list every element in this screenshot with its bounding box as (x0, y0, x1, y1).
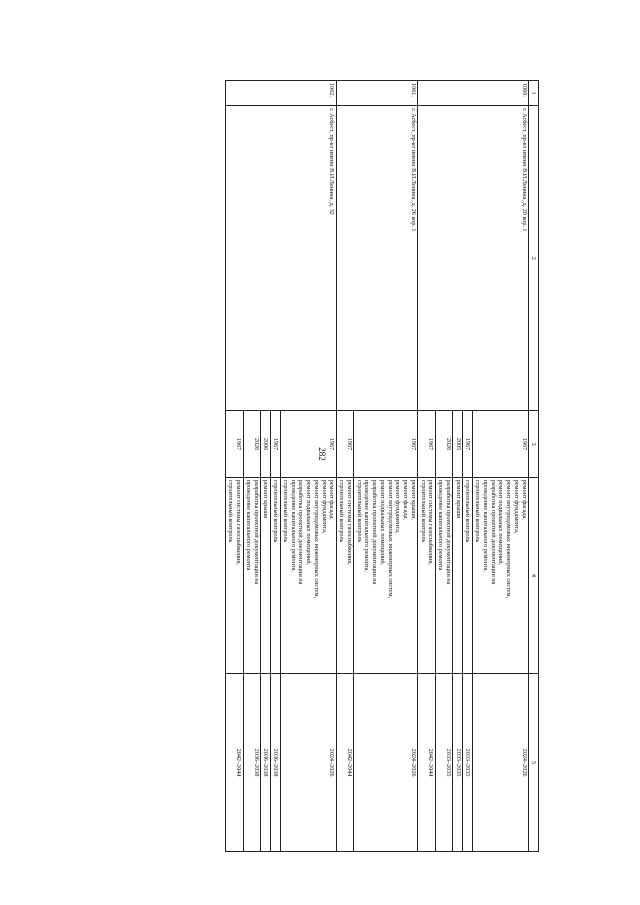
work-item: ремонт фундамента, (394, 479, 402, 534)
works-cell (280, 477, 336, 673)
period-cell: 2042–2044 (226, 674, 244, 852)
work-item: ремонт подвальных помещений, (379, 479, 386, 566)
year-cell: 2026 (436, 411, 454, 477)
work-item: ремонт внутридомовых инженерных систем, (505, 479, 513, 599)
table-row (280, 81, 336, 852)
period-cell: 2024–2026 (473, 674, 529, 852)
address-cell: г. Асбест, пр-кт имени В.И.Ленина, д. 32 (226, 106, 337, 411)
work-item: ремонт системы газоснабжения, (235, 479, 243, 565)
work-item: ремонт подвальных помещений, (305, 479, 313, 566)
work-item: строительный контроль (464, 479, 472, 543)
address-cell: г. Асбест, пр-кт имени В.И.Ленина, д. 26 кор. 1 (337, 106, 419, 411)
page-number: 282 (317, 447, 327, 461)
header-col-3: 3 (529, 411, 539, 477)
works-cell (463, 477, 473, 673)
work-item: строительный контроль (474, 479, 482, 543)
work-item: разработка проектной документации на (489, 479, 497, 585)
work-item: ремонт фундамента, (513, 479, 520, 534)
period-cell: 2024–2026 (280, 674, 336, 852)
work-item: ремонт крыши (454, 479, 462, 519)
header-col-2: 2 (529, 106, 539, 411)
works-cell (261, 477, 271, 673)
work-item: ремонт фасада, (520, 479, 528, 520)
year-cell: 1967 (271, 411, 281, 477)
year-cell: 2026 (243, 411, 261, 477)
period-cell: 2042–2044 (418, 674, 436, 852)
table-row (473, 81, 529, 852)
year-cell: 2005 (453, 411, 463, 477)
period-cell: 2042–2044 (337, 674, 355, 852)
work-item: ремонт крыши (262, 479, 270, 519)
works-cell (226, 477, 244, 673)
work-item: ремонт внутридомовых инженерных систем, (386, 479, 394, 599)
work-item: строительный контроль (338, 479, 346, 543)
row-number: 1062. (226, 81, 337, 106)
year-cell: 1967 (280, 411, 336, 477)
work-item: проведение капитального ремонта, (482, 479, 489, 572)
works-cell (243, 477, 261, 673)
work-item: разработка проектной документации на (445, 479, 452, 585)
work-item: ремонт фундамента, (320, 479, 328, 534)
address-cell: г. Асбест, пр-кт имени В.И.Ленина, д. 20 кор. 1 (418, 106, 529, 411)
works-cell (436, 477, 454, 673)
capital-repair-table (225, 80, 539, 852)
work-item: разработка проектной документации на (252, 479, 260, 585)
work-item: разработка проектной документации на (371, 479, 379, 585)
work-item: проведение капитального ремонта, (289, 479, 297, 572)
period-cell: 2033–2035 (463, 674, 473, 852)
work-item: проведение капитального ремонта (245, 479, 252, 571)
work-item: ремонт системы газоснабжения, (346, 479, 353, 565)
work-item: ремонт системы газоснабжения, (427, 479, 435, 565)
period-cell: 2033–2035 (453, 674, 463, 852)
work-item: ремонт внутридомовых инженерных систем, (313, 479, 320, 599)
header-col-4: 4 (529, 477, 539, 673)
works-cell (337, 477, 355, 673)
work-item: строительный контроль (282, 479, 289, 543)
work-item: ремонт подвальных помещений, (497, 479, 505, 566)
work-item: разработка проектной документации на (297, 479, 305, 585)
year-cell: 1967 (418, 411, 436, 477)
year-cell: 1967 (463, 411, 473, 477)
header-row (529, 81, 539, 852)
work-item: строительный контроль (227, 479, 235, 543)
works-cell (473, 477, 529, 673)
year-cell: 2006 (261, 411, 271, 477)
year-cell: 1967 (354, 411, 418, 477)
works-cell (418, 477, 436, 673)
period-cell: 2036–2038 (261, 674, 271, 852)
row-number: 1060. (418, 81, 529, 106)
year-cell: 1967 (226, 411, 244, 477)
works-cell (271, 477, 281, 673)
period-cell: 2024–2026 (354, 674, 418, 852)
capital-repair-table-container (79, 80, 539, 852)
header-col-1: 1 (529, 81, 539, 106)
work-item: ремонт фасада, (402, 479, 410, 520)
year-cell: 1967 (337, 411, 355, 477)
work-item: проведение капитального ремонта (437, 479, 445, 571)
table-body (226, 81, 529, 852)
works-cell (453, 477, 463, 673)
period-cell: 2036–2038 (243, 674, 261, 852)
year-cell: 1967 (473, 411, 529, 477)
work-item: строительный контроль (355, 479, 363, 543)
header-col-5: 5 (529, 674, 539, 852)
work-item: ремонт фасада, (328, 479, 336, 520)
work-item: строительный контроль (272, 479, 280, 543)
period-cell: 2036–2038 (271, 674, 281, 852)
work-item: ремонт крыши, (410, 479, 417, 521)
period-cell: 2033–2035 (436, 674, 454, 852)
work-item: строительный контроль (419, 479, 427, 543)
table-row (354, 81, 418, 852)
works-cell (354, 477, 418, 673)
row-number: 1061. (337, 81, 419, 106)
work-item: проведение капитального ремонта, (363, 479, 371, 572)
